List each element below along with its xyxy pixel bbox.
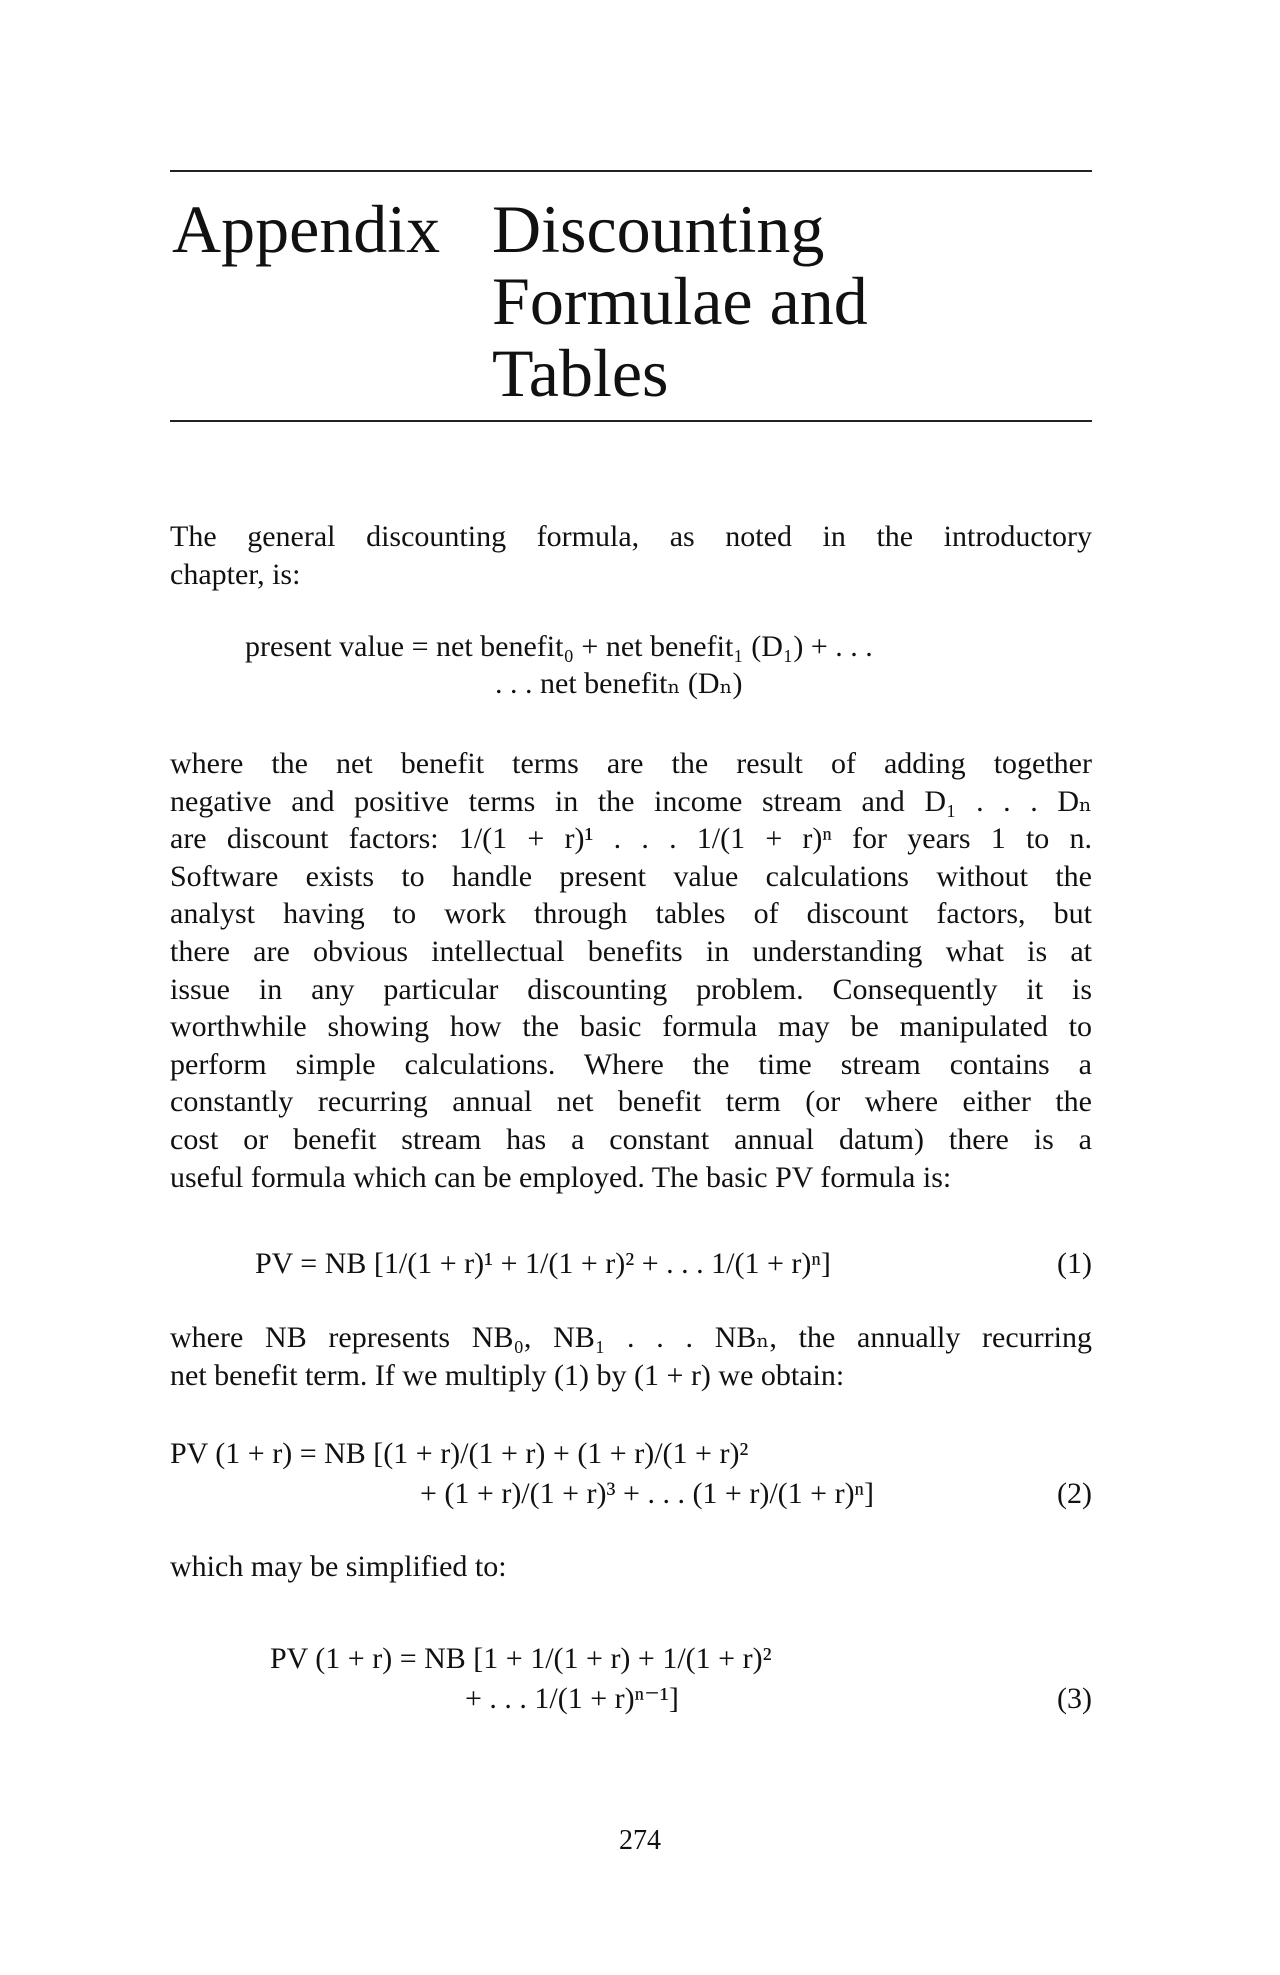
equation-2-number: (2) [1057,1477,1092,1510]
paragraph-line: Software exists to handle present value calculations without the [170,859,1092,893]
equation-3-line1: PV (1 + r) = NB [1 + 1/(1 + r) + 1/(1 + r)² [270,1642,772,1675]
paragraph-line: negative and positive terms in the income stream and D₁ . . . Dₙ [170,784,1092,818]
paragraph-line: chapter, is: [170,557,301,591]
paragraph-line: cost or benefit stream has a constant annual datum) there is a [170,1122,1092,1156]
paragraph-line: worthwhile showing how the basic formula may be manipulated to [170,1010,1092,1044]
paragraph-line: issue in any particular discounting problem. Consequently it is [170,972,1092,1006]
paragraph-line: there are obvious intellectual benefits in understanding what is at [170,934,1092,968]
paragraph-line: analyst having to work through tables of discount factors, but [170,897,1092,931]
intro-paragraph [170,518,1092,593]
equation-1: PV = NB [1/(1 + r)¹ + 1/(1 + r)² + . . . 1/(1 + r)ⁿ] [255,1247,831,1280]
paragraph-line: useful formula which can be employed. The basic PV formula is: [170,1160,952,1194]
chapter-title-line: Discounting [492,191,825,267]
paragraph-line: where NB represents NB₀, NB₁ . . . NBₙ, the annually recurring [170,1321,1092,1354]
equation-2-line2: + (1 + r)/(1 + r)³ + . . . (1 + r)/(1 + r)ⁿ] [420,1477,874,1510]
present-value-formula-line2: . . . net benefitₙ (Dₙ) [495,667,743,700]
paragraph-line: net benefit term. If we multiply (1) by (1 + r) we obtain: [170,1358,845,1392]
equation-2-line1: PV (1 + r) = NB [(1 + r)/(1 + r) + (1 + r)/(1 + r)² [170,1437,749,1470]
paragraph-line: constantly recurring annual net benefit term (or where either the [170,1085,1092,1119]
paragraph-line: which may be simplified to: [170,1550,507,1583]
equation-1-number: (1) [1057,1247,1092,1280]
definition-paragraph [170,1319,1092,1394]
chapter-title-line: Tables [492,335,669,411]
equation-3-number: (3) [1057,1682,1092,1715]
simplify-paragraph [170,1548,1092,1586]
page-number: 274 [619,1825,661,1856]
paragraph-line: are discount factors: 1/(1 + r)¹ . . . 1/(1 + r)ⁿ for years 1 to n. [170,822,1092,856]
appendix-label: Appendix [172,191,441,267]
present-value-formula-line1: present value = net benefit₀ + net benefit₁ (D₁) + . . . [245,630,873,663]
equation-3-line2: + . . . 1/(1 + r)ⁿ⁻¹] [465,1682,679,1715]
paragraph-line: perform simple calculations. Where the time stream contains a [170,1047,1092,1081]
chapter-title [492,193,1052,409]
explanation-paragraph [170,745,1092,1196]
chapter-title-line: Formulae and [492,263,868,339]
top-rule [170,170,1092,172]
paragraph-line: where the net benefit terms are the result of adding together [170,747,1092,780]
bottom-rule [170,420,1092,422]
paragraph-line: The general discounting formula, as noted in the introductory [170,520,1092,553]
